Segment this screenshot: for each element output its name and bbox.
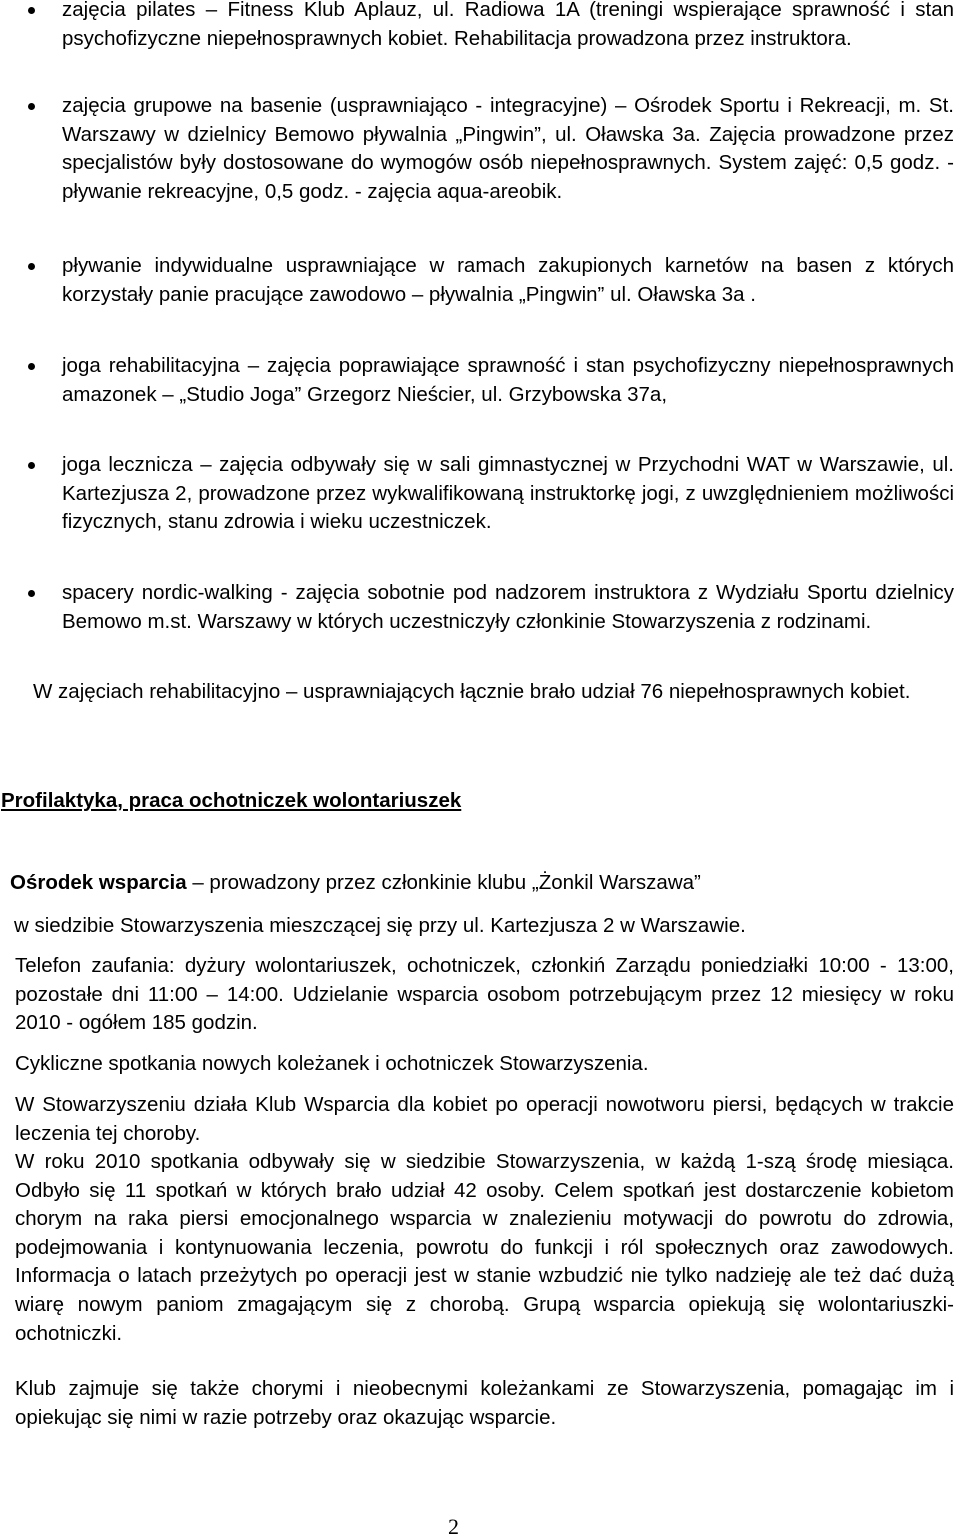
support-club-care-paragraph: Klub zajmuje się także chorymi i nieobecnymi koleżankami ze Stowarzyszenia, pomagając im i opiekując się nimi w razie potrzeby oraz okazując wsparcie. <box>15 1377 954 1429</box>
hotline-paragraph: Telefon zaufania: dyżury wolontariuszek, ochotniczek, członkiń Zarządu poniedziałki 10:00 - 13:00, pozostałe dni 11:00 – 14:00. Udzielanie wsparcia osobom potrzebującym przez 12 miesięcy w roku 2010 - ogółem 185 godzin. <box>15 954 954 1035</box>
list-item: zajęcia grupowe na basenie (usprawniająco - integracyjne) – Ośrodek Sportu i Rekreacji, m. St. Warszawy w dzielnicy Bemowo pływalnia „Pingwin”, ul. Oławska 3a. Zajęcia prowadzone przez specjalistów były dostosowane do wymogów osób niepełnosprawnych. System zajęć: 0,5 godz. - pływanie rekreacyjne, 0,5 godz. - zajęcia aqua-areobik. <box>62 92 954 206</box>
support-centre-name: Ośrodek wsparcia <box>10 871 187 894</box>
page-number: 2 <box>448 1514 459 1539</box>
activities-summary: W zajęciach rehabilitacyjno – usprawniających łącznie brało udział 76 niepełnosprawnych kobiet. <box>33 680 911 703</box>
list-item: pływanie indywidualne usprawniające w ramach zakupionych karnetów na basen z których korzystały panie pracujące zawodowo – pływalnia „Pingwin” ul. Oławska 3a . <box>62 252 954 309</box>
support-centre-line <box>10 869 954 898</box>
list-item: joga lecznicza – zajęcia odbywały się w sali gimnastycznej w Przychodni WAT w Warszawie, ul. Kartezjusza 2, prowadzone przez wykwalifikowaną instruktorkę jogi, z uwzględnieniem możliwości fizycznych, stanu zdrowia i wieku uczestniczek. <box>62 451 954 537</box>
meetings-paragraph: Cykliczne spotkania nowych koleżanek i ochotniczek Stowarzyszenia. <box>15 1052 649 1075</box>
section-heading: Profilaktyka, praca ochotniczek wolontariuszek <box>1 789 462 812</box>
support-club-meetings-paragraph: W roku 2010 spotkania odbywały się w siedzibie Stowarzyszenia, w każdą 1-szą środę miesiąca. Odbyło się 11 spotkań w których brało udział 42 osoby. Celem spotkań jest dostarczenie kobietom chorym na raka piersi emocjonalnego wsparcia w znalezieniu motywacji do powrotu do zdrowia, podejmowania i kontynuowania leczenia, powrotu do funkcji i ról społecznych oraz zawodowych. Informacja o latach przeżytych po operacji jest w stanie wzbudzić nie tylko nadzieję ale też dać dużą wiarę nowym paniom zmagającym się z chorobą. Grupą wsparcia opiekują się wolontariuszki-ochotniczki. <box>15 1150 954 1345</box>
support-centre-address: w siedzibie Stowarzyszenia mieszczącej się przy ul. Kartezjusza 2 w Warszawie. <box>14 914 746 937</box>
support-club-paragraph: W Stowarzyszeniu działa Klub Wsparcia dla kobiet po operacji nowotworu piersi, będących w trakcie leczenia tej choroby. <box>15 1093 954 1145</box>
list-item: zajęcia pilates – Fitness Klub Aplauz, ul. Radiowa 1A (treningi wspierające sprawność i stan psychofizyczne niepełnosprawnych kobiet. Rehabilitacja prowadzona przez instruktora. <box>62 0 954 53</box>
list-item: joga rehabilitacyjna – zajęcia poprawiające sprawność i stan psychofizyczny niepełnosprawnych amazonek – „Studio Joga” Grzegorz Nieścier, ul. Grzybowska 37a, <box>62 352 954 409</box>
list-item: spacery nordic-walking - zajęcia sobotnie pod nadzorem instruktora z Wydziału Sportu dzielnicy Bemowo m.st. Warszawy w których uczestniczyły członkinie Stowarzyszenia z rodzinami. <box>62 579 954 636</box>
support-centre-description: – prowadzony przez członkinie klubu „Żonkil Warszawa” <box>186 871 701 894</box>
